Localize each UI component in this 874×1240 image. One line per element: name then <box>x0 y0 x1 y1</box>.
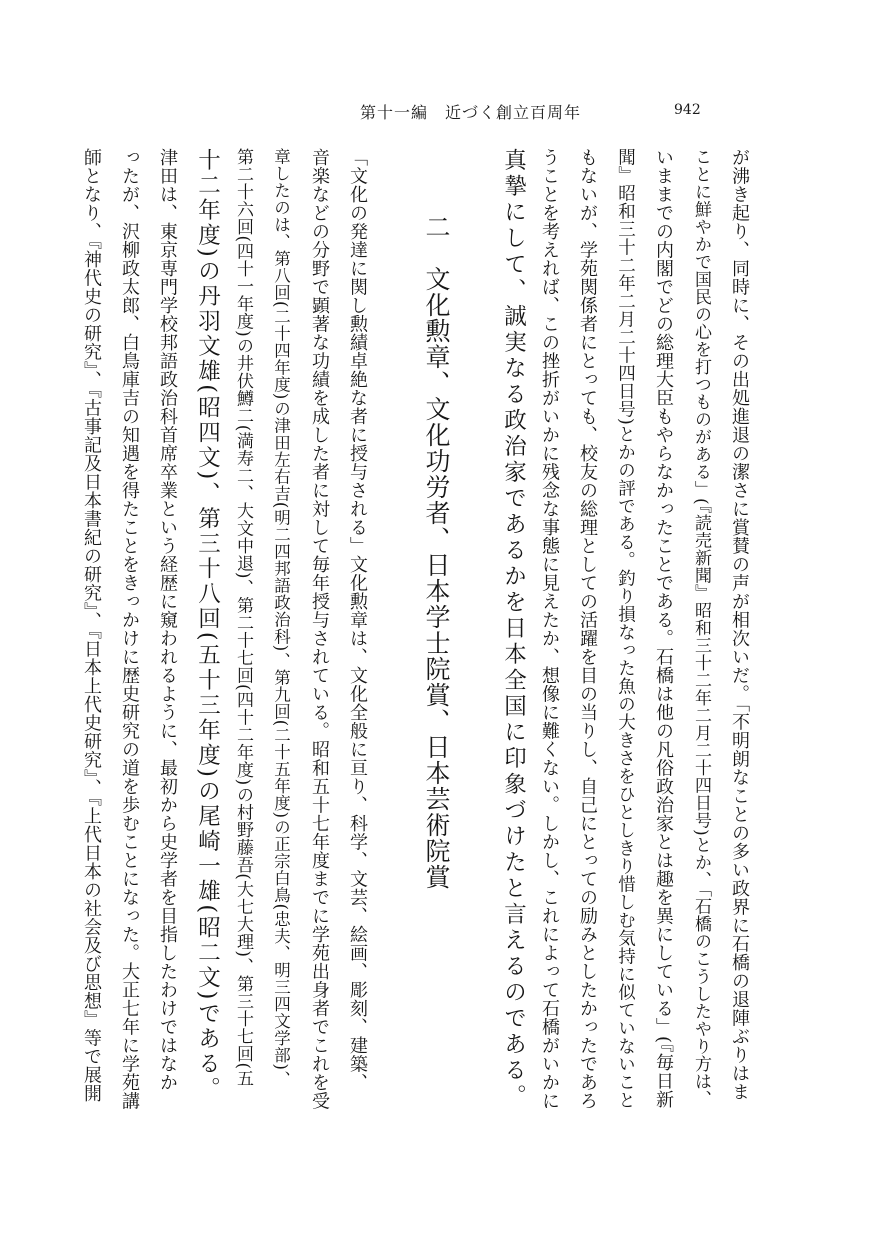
text-line: 津田は、東京専門学校邦語政治科首席卒業という経歴に窺われるように、最初から史学者を目指したわけではなか <box>157 148 178 1092</box>
text-line: ことに鮮やかで国民の心を打つものがある」(『読売新聞』昭和三十二年二月二十四日号)とか、「石橋のこうしたやり方は、 <box>691 148 711 1108</box>
text-line: 真摯にして、誠実なる政治家であるかを日本全国に印象づけたと言えるのである。 <box>500 148 527 1110</box>
section-heading: 二 文化勲章、文化功労者、日本学士院賞、日本芸術院賞 <box>422 214 451 890</box>
text-line: 音楽などの分野で顕著な功績を成した者に対して毎年授与されている。昭和五十七年度までに学苑出身者でこれを受 <box>309 148 330 1110</box>
text-line: 師となり、『神代史の研究』、『古事記及日本書紀の研究』、『日本上代史研究』、『上代日本の社会及び思想』等で展開 <box>81 148 102 1103</box>
text-line: うことを考えれば、この挫折がいかに残念な事態に見えたか、想像に難くない。しかし、これによって石橋がいかに <box>539 148 560 1110</box>
text-line: 「文化の発達に関し勲績卓絶な者に授与される」文化勲章は、文化全般に亘り、科学、文芸、絵画、彫刻、建築、 <box>347 148 368 1092</box>
page-number: 942 <box>674 102 701 118</box>
text-line: 章したのは、第八回(二十四年度)の津田左右吉(明二四邦語政治科)、第九回(二十五年度)の正宗白鳥(忠夫、明三四文学部)、 <box>271 148 291 1088</box>
text-line: もないが、学苑関係者にとっても、校友の総理としての活躍を目の当りし、自己にとっての励みとしたかったであろ <box>577 148 598 1110</box>
text-line: 聞』昭和三十二年二月二十四日号)とかの評である。釣り損なった魚の大きさをひとしきり惜しむ気持に似ていないこと <box>615 148 636 1110</box>
text-line: 第二十六回(四十一年度)の井伏鱒二(満寿二、大文中退)、第二十七回(四十二年度)の村野藤吾(大七大理)、第三十七回(五 <box>233 148 253 1088</box>
text-line: が沸き起り、同時に、その出処進退の潔さに賞賛の声が相次いだ。「不明朗なことの多い政界に石橋の退陣ぶりはま <box>729 148 750 1101</box>
running-head: 第十一編 近づく創立百周年 <box>360 103 582 122</box>
text-line: 十二年度)の丹羽文雄(昭四文)、第三十八回(五十三年度)の尾崎一雄(昭二文)である。 <box>194 148 221 1102</box>
text-line: いままでの内閣でどの総理大臣もやらなかったことである。石橋は他の凡俗政治家とは趣を異にしている」(『毎日新 <box>653 148 674 1109</box>
text-line: ったが、沢柳政太郎、白鳥庫吉の知遇を得たことをきっかけに歴史研究の道を歩むことになった。大正七年に学苑講 <box>119 148 140 1110</box>
